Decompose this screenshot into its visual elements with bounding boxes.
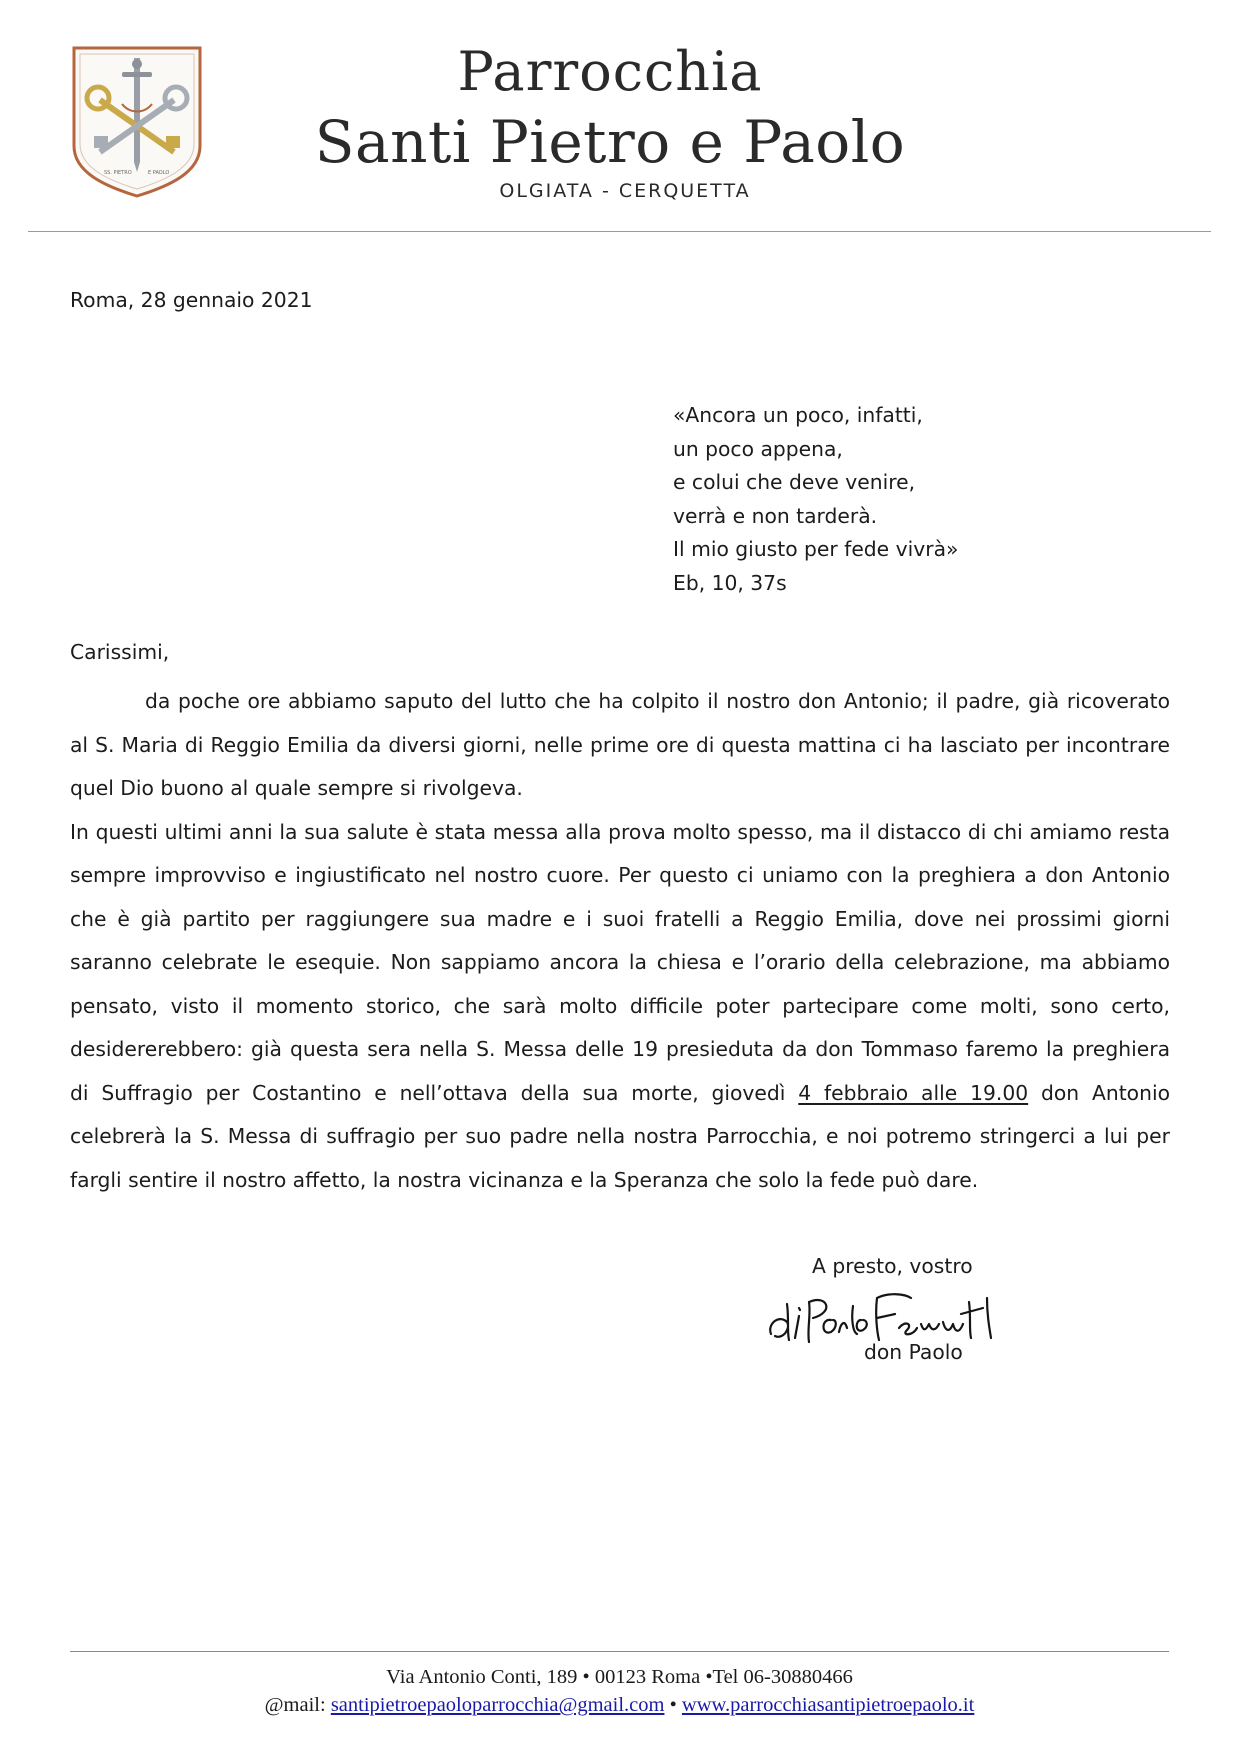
email-label: @mail: bbox=[264, 1694, 331, 1716]
quote-line: verrà e non tarderà. bbox=[673, 503, 878, 528]
quote-line: «Ancora un poco, infatti, bbox=[673, 403, 923, 427]
footer-divider bbox=[70, 1651, 1169, 1652]
quote-reference: Eb, 10, 37s bbox=[673, 570, 787, 595]
footer-address: Via Antonio Conti, 189 • 00123 Roma •Tel 06-30880466 bbox=[386, 1666, 853, 1688]
body-paragraph-2-text-end: don Antonio celebrerà la S. Messa di suffragio per suo padre nella nostra Parrocchia, e noi potremo stringerci a lui per fargli sentire il nostro affetto, la nostra vicinanza e la Speranza che solo la fede può dare. bbox=[70, 1080, 1170, 1192]
parish-crest-logo bbox=[70, 44, 204, 198]
mass-date-highlight: 4 febbraio alle 19.00 bbox=[798, 1080, 1029, 1105]
signer-name: don Paolo bbox=[864, 1340, 963, 1364]
email-link[interactable]: santipietroepaoloparrocchia@gmail.com bbox=[330, 1694, 665, 1716]
salutation: Carissimi, bbox=[70, 640, 170, 664]
crest-text-left: SS. PIETRO bbox=[104, 170, 132, 176]
quote-line: un poco appena, bbox=[673, 436, 843, 461]
body-paragraph-1: da poche ore abbiamo saputo del lutto che ha colpito il nostro don Antonio; il padre, già ricoverato al S. Maria di Reggio Emilia da diversi giorni, nelle prime ore di questa mattina ci ha lasciato per incontrare quel Dio buono al quale sempre si rivolgeva. bbox=[70, 689, 1170, 800]
letterhead-parish-name: Santi Pietro e Paolo bbox=[314, 108, 906, 176]
quote-line: Il mio giusto per fede vivrà» bbox=[673, 537, 959, 561]
website-link[interactable]: www.parrocchiasantipietroepaolo.it bbox=[681, 1694, 975, 1716]
crest-text-right: E PAOLO bbox=[148, 170, 170, 176]
scripture-quote bbox=[673, 399, 958, 600]
letterhead-divider bbox=[28, 231, 1211, 232]
letterhead-location: OLGIATA - CERQUETTA bbox=[499, 180, 751, 202]
body-paragraph-2-text: In questi ultimi anni la sua salute è stata messa alla prova molto spesso, ma il distacco di chi amiamo resta sempre improvviso e ingiustificato nel nostro cuore. Per questo ci uniamo con la preghiera a don Antonio che è già partito per raggiungere sua madre e i suoi fratelli a Reggio Emilia, dove nei prossimi giorni saranno celebrate le esequie. Non sappiamo ancora la chiesa e l’orario della celebrazione, ma abbiamo pensato, visto il momento storico, che sarà molto difficile poter partecipare come molti, sono certo, desidererebbero: già questa sera nella S. Messa delle 19 presieduta da don Tommaso faremo la preghiera di Suffragio per Costantino e nell’ottava della sua morte, giovedì bbox=[70, 819, 1170, 1105]
footer-separator: • bbox=[664, 1694, 682, 1716]
letterhead-parish-label: Parrocchia bbox=[457, 40, 763, 103]
closing-phrase: A presto, vostro bbox=[812, 1254, 973, 1278]
footer-contacts bbox=[70, 1694, 1169, 1717]
letter-body bbox=[70, 680, 1170, 1202]
body-paragraph-2 bbox=[70, 811, 1170, 1203]
letter-date: Roma, 28 gennaio 2021 bbox=[70, 288, 313, 312]
quote-line: e colui che deve venire, bbox=[673, 470, 916, 494]
